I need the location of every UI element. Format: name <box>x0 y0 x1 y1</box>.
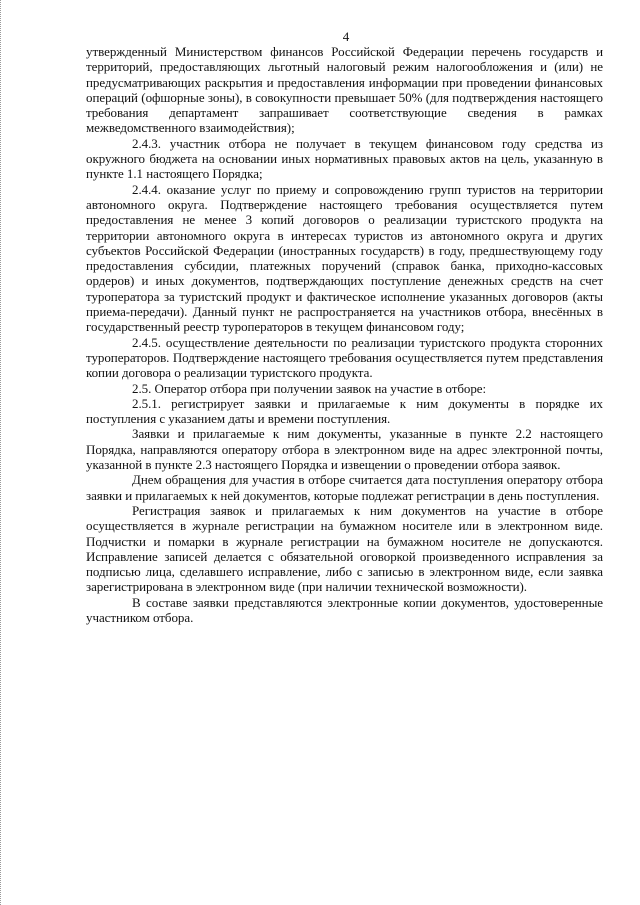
document-body <box>86 44 603 625</box>
scan-edge <box>0 0 3 905</box>
paragraph-application-submission: Заявки и прилагаемые к ним документы, указанные в пункте 2.2 настоящего Порядка, направляются оператору отбора в электронном виде на адрес электронной почты, указанной в пункте 2.3 настоящего Порядка и извещении о проведении отбора заявок. <box>86 426 603 473</box>
page-number: 4 <box>342 29 350 44</box>
paragraph-2-5: 2.5. Оператор отбора при получении заявок на участие в отборе: <box>132 380 487 396</box>
paragraph-2-4-5: 2.4.5. осуществление деятельности по реализации туристского продукта сторонних туроператоров. Подтверждение настоящего требования осуществляется путем представления копии договора о реализации туристского продукта. <box>86 334 603 381</box>
paragraph-registration: Регистрация заявок и прилагаемых к ним документов на участие в отборе осуществляется в журнале регистрации на бумажном носителе или в электронном виде. Подчистки и помарки в журнале регистрации на бумажном носителе не допускаются. Исправление записей делается с обязательной оговоркой произведенного исправления за подписью лица, сделавшего исправление, либо с записью в электронном виде, если заявка зарегистрирована в электронном виде (при наличии технической возможности). <box>86 502 603 595</box>
paragraph-offshore-continuation: утвержденный Министерством финансов Российской Федерации перечень государств и территорий, предоставляющих льготный налоговый режим налогообложения и (или) не предусматривающих раскрытия и предоставления информации при проведении финансовых операций (офшорные зоны), в совокупности превышает 50% (для подтверждения настоящего требования департамент запрашивает соответствующие сведения в рамках межведомственного взаимодействия); <box>86 44 603 136</box>
paragraph-2-4-4: 2.4.4. оказание услуг по приему и сопровождению групп туристов на территории автономного округа. Подтверждение настоящего требования осуществляется путем предоставления не менее 3 копий договоров о реализации туристского продукта на территории автономного округа в интересах туристов из автономного округа и других субъектов Российской Федерации (иностранных государств) в году, предшествующему году предоставления субсидии, платежных поручений (справок банка, приходно-кассовых ордеров) и иных документов, подтверждающих поступление денежных средств на счет туроператора за туристский продукт и фактическое исполнение указанных договоров (акты приема-передачи). Данный пункт не распространяется на участников отбора, внесённых в государственный реестр туроператоров в текущем финансовом году; <box>86 181 603 335</box>
paragraph-application-contents: В составе заявки представляются электронные копии документов, удостоверенные участником отбора. <box>86 594 603 625</box>
paragraph-application-date: Днем обращения для участия в отборе считается дата поступления оператору отбора заявки и прилагаемых к ней документов, которые подлежат регистрации в день поступления. <box>86 472 603 503</box>
paragraph-2-5-1: 2.5.1. регистрирует заявки и прилагаемые к ним документы в порядке их поступления с указанием даты и времени поступления. <box>86 395 603 427</box>
paragraph-2-4-3: 2.4.3. участник отбора не получает в текущем финансовом году средства из окружного бюджета на основании иных нормативных правовых актов на цель, указанную в пункте 1.1 настоящего Порядка; <box>86 135 603 182</box>
